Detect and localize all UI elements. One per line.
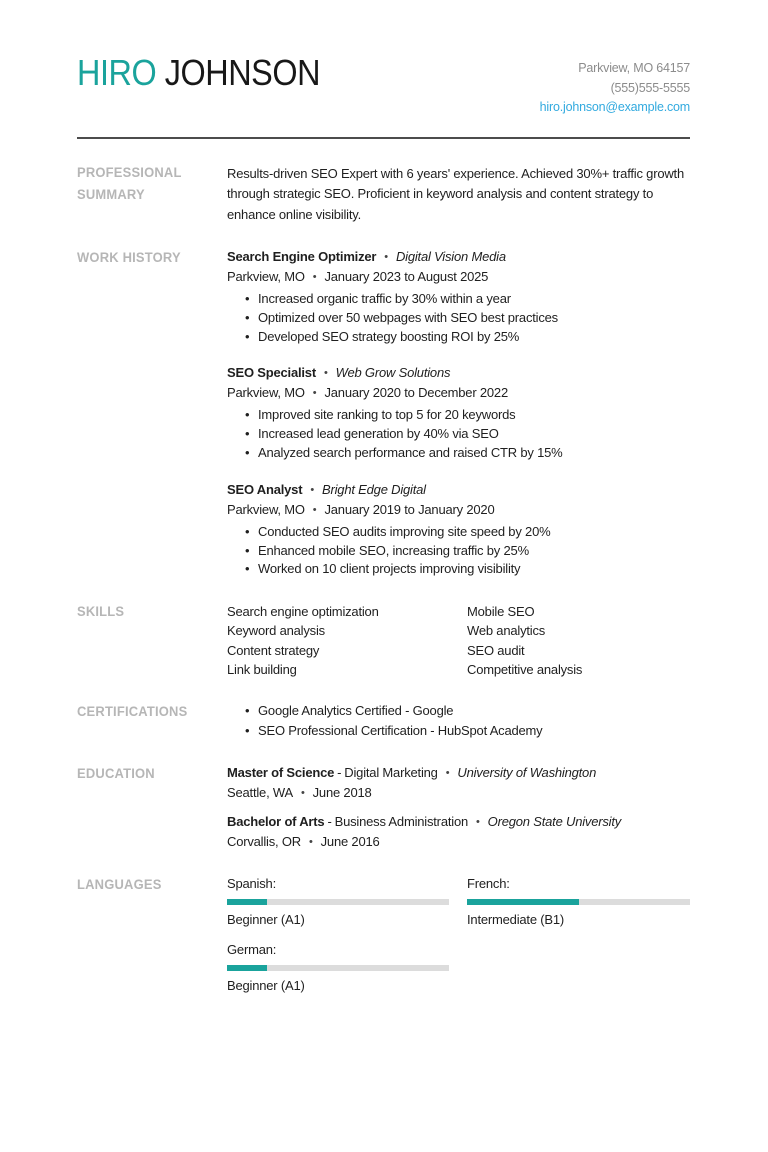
language-progress-bar [227, 965, 449, 971]
dash-separator: - [337, 764, 342, 780]
language-progress-bar [467, 899, 690, 905]
job-meta-line [227, 267, 690, 287]
certification-item: • Google Analytics Certified - Google [227, 701, 690, 721]
skill-item: SEO audit [467, 642, 525, 658]
job-title: Search Engine Optimizer [227, 249, 377, 264]
education-meta-line [227, 783, 690, 803]
language-progress-fill [467, 899, 579, 905]
job-company: Web Grow Solutions [335, 365, 451, 381]
job-title-line [227, 480, 690, 500]
dot-separator: • [312, 503, 317, 516]
job-bullets [227, 406, 690, 462]
language-progress-fill [227, 899, 267, 905]
job-bullet: • Increased organic traffic by 30% within a year [227, 290, 690, 309]
dot-separator: • [476, 815, 480, 828]
language-item-german [227, 941, 449, 994]
dot-separator: • [308, 835, 313, 848]
degree: Master of Science [227, 764, 335, 780]
job-bullet: • Conducted SEO audits improving site speed by 20% [227, 523, 690, 542]
languages-grid [227, 875, 690, 994]
job-title-line [227, 363, 690, 383]
summary-text: Results-driven SEO Expert with 6 years' experience. Achieved 30%+ traffic growth through strategic SEO. Proficient in keyword analysis and content strategy to enhance online visibility. [227, 165, 684, 222]
job-dates: January 2020 to December 2022 [324, 385, 508, 401]
job-bullet: • Enhanced mobile SEO, increasing traffic by 25% [227, 542, 690, 561]
education-list [227, 763, 690, 852]
dot-separator: • [323, 367, 328, 380]
language-progress-bar [227, 899, 449, 905]
section-professional-summary [77, 162, 690, 226]
job-meta-line [227, 500, 690, 520]
education-meta-line [227, 832, 690, 852]
language-item-french [467, 875, 690, 928]
job-location: Parkview, MO [227, 385, 305, 401]
header-divider [77, 137, 690, 139]
section-label-summary: PROFESSIONAL SUMMARY [77, 164, 182, 202]
section-label-education: EDUCATION [77, 765, 155, 781]
dot-separator: • [310, 483, 314, 496]
school: Oregon State University [487, 813, 622, 829]
job-dates: January 2023 to August 2025 [324, 269, 489, 284]
skill-item: Search engine optimization [227, 604, 379, 620]
job-bullet: • Increased lead generation by 40% via SEO [227, 425, 690, 444]
school: University of Washington [457, 764, 597, 780]
last-name: JOHNSON [164, 52, 321, 93]
education-entry [227, 763, 690, 803]
education-date: June 2016 [320, 833, 380, 849]
job-bullets [227, 523, 690, 579]
education-degree-line [227, 763, 690, 783]
work-history-list [227, 247, 690, 579]
dot-separator: • [312, 387, 317, 400]
job-bullet: • Analyzed search performance and raised CTR by 15% [227, 444, 690, 463]
language-level: Beginner (A1) [227, 977, 305, 993]
education-date: June 2018 [312, 784, 372, 800]
resume-body [77, 162, 690, 994]
contact-block [540, 59, 690, 118]
section-label-certifications: CERTIFICATIONS [77, 703, 188, 719]
candidate-name [77, 54, 320, 92]
job-company: Bright Edge Digital [322, 481, 426, 497]
job-company: Digital Vision Media [395, 249, 506, 264]
job-bullet: • Optimized over 50 webpages with SEO best practices [227, 309, 690, 328]
certification-list [227, 701, 690, 741]
dash-separator: - [327, 813, 332, 829]
degree: Bachelor of Arts [227, 813, 325, 829]
job-entry [227, 480, 690, 579]
job-bullets [227, 290, 690, 346]
language-progress-fill [227, 965, 267, 971]
program: Business Administration [334, 813, 469, 829]
language-item-spanish [227, 875, 449, 928]
job-bullet: • Worked on 10 client projects improving visibility [227, 560, 690, 579]
contact-phone: (555)555-5555 [610, 80, 690, 95]
job-meta-line [227, 383, 690, 403]
education-location: Corvallis, OR [227, 833, 301, 849]
section-label-work: WORK HISTORY [77, 250, 181, 265]
job-bullet: • Developed SEO strategy boosting ROI by 25% [227, 328, 690, 347]
skills-column-2 [467, 602, 690, 679]
job-location: Parkview, MO [227, 501, 305, 517]
skills-grid [227, 602, 690, 679]
job-entry [227, 247, 690, 346]
skill-item: Content strategy [227, 642, 320, 658]
first-name: HIRO [77, 52, 157, 93]
education-degree-line [227, 812, 690, 832]
job-title: SEO Analyst [227, 481, 303, 497]
language-level: Intermediate (B1) [467, 911, 565, 927]
job-location: Parkview, MO [227, 269, 305, 284]
job-bullet: • Improved site ranking to top 5 for 20 keywords [227, 406, 690, 425]
certification-item: • SEO Professional Certification - HubSpot Academy [227, 721, 690, 741]
skills-column-1 [227, 602, 449, 679]
education-location: Seattle, WA [227, 784, 293, 800]
dot-separator: • [445, 766, 450, 779]
skill-item: Keyword analysis [227, 623, 325, 639]
section-label-skills: SKILLS [77, 604, 125, 620]
skill-item: Link building [227, 661, 297, 677]
education-entry [227, 812, 690, 852]
skill-item: Mobile SEO [467, 604, 535, 620]
section-skills [77, 601, 690, 679]
language-name: French: [467, 875, 510, 891]
job-title-line [227, 247, 690, 267]
dot-separator: • [312, 271, 317, 283]
email-link[interactable]: hiro.johnson@example.com [539, 100, 690, 114]
program: Digital Marketing [344, 764, 438, 780]
section-education [77, 763, 690, 852]
section-label-languages: LANGUAGES [77, 876, 162, 892]
dot-separator: • [300, 786, 305, 799]
header [77, 48, 690, 118]
skill-item: Web analytics [467, 623, 546, 639]
language-name: Spanish: [227, 875, 276, 891]
section-certifications [77, 701, 690, 741]
language-name: German: [227, 941, 277, 957]
job-title: SEO Specialist [227, 365, 316, 381]
dot-separator: • [384, 251, 388, 263]
section-languages [77, 874, 690, 994]
skill-item: Competitive analysis [467, 661, 583, 677]
job-entry [227, 363, 690, 462]
section-work-history [77, 247, 690, 579]
language-level: Beginner (A1) [227, 911, 305, 927]
job-dates: January 2019 to January 2020 [324, 501, 495, 517]
contact-location: Parkview, MO 64157 [578, 61, 690, 75]
